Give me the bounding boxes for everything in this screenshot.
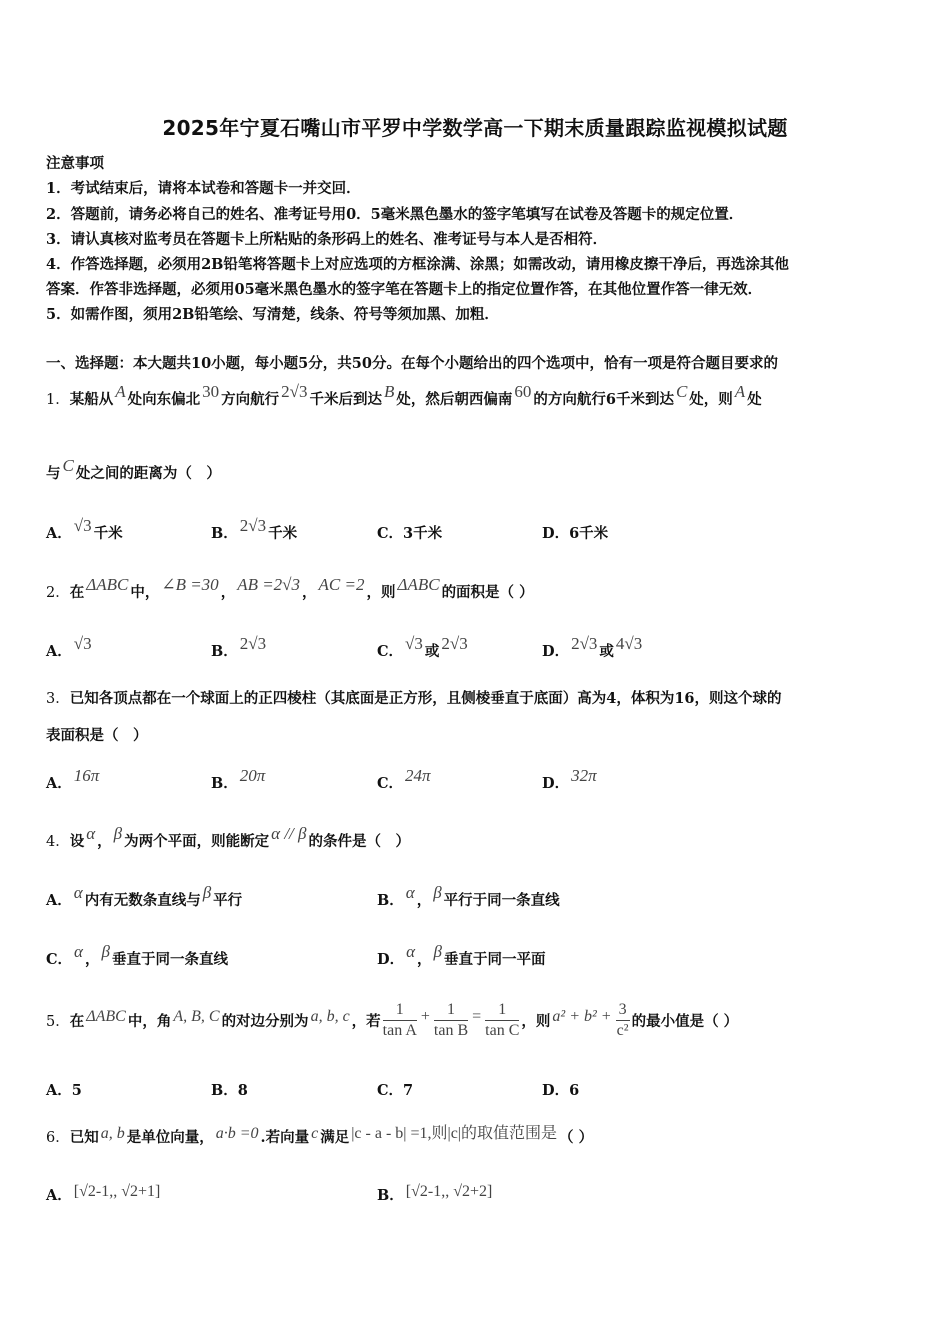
q-text: 设 [69, 833, 85, 850]
option-label: B． [211, 1082, 238, 1099]
question-3-line2: 表面积是（ ） [46, 727, 148, 744]
question-number: 3． [46, 691, 70, 707]
option-label: C． [377, 1082, 404, 1099]
question-1 [46, 382, 762, 409]
q4-option-d[interactable] [377, 942, 546, 969]
math: √3 [73, 516, 92, 535]
option-label: C． [377, 643, 404, 660]
q2-option-a[interactable] [46, 634, 94, 661]
math: β [433, 883, 442, 902]
option-text: ， [84, 951, 100, 968]
math: α [74, 942, 83, 961]
option-text: ， [417, 951, 432, 968]
option-label: D． [542, 1082, 570, 1099]
option-label: D． [542, 775, 570, 792]
question-2 [46, 575, 534, 602]
math: 16π [73, 766, 100, 785]
math: 32π [571, 766, 597, 785]
math: ΔABC [86, 575, 129, 594]
question-4 [46, 824, 410, 851]
option-label: B． [211, 775, 238, 792]
option-text: 3千米 [403, 525, 443, 542]
math: 2√3 [281, 382, 308, 401]
math: ΔABC [397, 575, 440, 594]
math: 30 [202, 382, 220, 401]
math: α [405, 883, 415, 902]
q-text: 的最小值是（ ） [631, 1013, 739, 1030]
question-1-line2 [46, 456, 221, 483]
q-text: .若向量 [260, 1129, 310, 1146]
math: β [433, 942, 442, 961]
q-text: （ ） [559, 1129, 594, 1146]
math: α [86, 824, 96, 843]
math: A, B, C [173, 1007, 220, 1025]
notice-item: 答案．作答非选择题，必须用05毫米黑色墨水的签字笔在答题卡上的指定位置作答，在其他位置作答一律无效． [46, 281, 763, 298]
numerator: 3 [616, 1000, 630, 1021]
option-text: 8 [237, 1082, 248, 1099]
q-text: 的对边分别为 [221, 1013, 309, 1030]
math: B [383, 382, 395, 401]
q4-option-c[interactable] [46, 942, 228, 969]
q-text: 方向航行 [221, 391, 280, 408]
question-number: 1． [46, 392, 70, 408]
question-number: 6． [46, 1130, 70, 1146]
math: [√2-1,, √2+1] [73, 1183, 161, 1200]
notice-heading: 注意事项 [46, 155, 104, 172]
q-text: 处，则 [689, 391, 733, 408]
math: β [202, 883, 212, 902]
option-label: B． [377, 1187, 404, 1204]
q4-option-a[interactable] [46, 883, 243, 910]
math: C [62, 456, 74, 475]
math: β [101, 942, 110, 961]
math: AB =2√3 [237, 575, 301, 594]
fraction [485, 1000, 519, 1041]
q5-option-d[interactable] [542, 1079, 579, 1100]
math: [√2-1,, √2+2] [405, 1183, 493, 1200]
option-label: B． [211, 525, 238, 542]
option-label: B． [377, 892, 404, 909]
q-text: 已知各顶点都在一个球面上的正四棱柱（其底面是正方形，且侧棱垂直于底面）高为4，体积为16，则这个球的 [69, 690, 782, 707]
question-number: 4． [46, 834, 70, 850]
fraction [434, 1000, 468, 1041]
option-text: 垂直于同一平面 [443, 951, 546, 968]
denominator: tan A [382, 1022, 417, 1039]
q-text: 是单位向量， [126, 1129, 214, 1146]
q5-option-a[interactable] [46, 1079, 82, 1100]
section-heading: 一、选择题：本大题共10小题，每小题5分，共50分。在每个小题给出的四个选项中，恰有一项是符合题目要求的 [46, 355, 778, 372]
q-text: 的面积是（ ） [441, 584, 534, 601]
notice-item: 3．请认真核对监考员在答题卡上所粘贴的条形码上的姓名、准考证号与本人是否相符． [46, 231, 608, 248]
q-text: 某船从 [69, 391, 114, 408]
question-number: 5． [46, 1014, 70, 1030]
q-text: 处之间的距离为（ ） [75, 465, 221, 482]
math: √3 [405, 634, 423, 653]
denominator: c² [616, 1022, 629, 1039]
q1-option-b[interactable] [211, 516, 298, 543]
numerator: 1 [383, 1000, 417, 1021]
math: 4√3 [615, 634, 643, 653]
q-text: 处，然后朝西偏南 [396, 391, 513, 408]
option-text: 垂直于同一条直线 [111, 951, 228, 968]
math: 2√3 [239, 516, 267, 535]
question-5 [46, 1000, 738, 1041]
notice-item: 1．考试结束后，请将本试卷和答题卡一并交回． [46, 180, 361, 197]
q-text: ，则 [521, 1013, 551, 1030]
q5-option-c[interactable] [377, 1079, 413, 1100]
notice-item: 5．如需作图，须用2B铅笔绘、写清楚，线条、符号等须加黑、加粗． [46, 306, 499, 323]
q-text: 处 [747, 391, 762, 408]
q-text: ， [220, 584, 236, 601]
math: α // β [271, 824, 307, 843]
math: a·b =0 [215, 1125, 259, 1142]
math: √3 [73, 634, 92, 653]
math: ΔABC [86, 1007, 126, 1025]
option-label: D． [377, 951, 405, 968]
q1-option-c[interactable] [377, 522, 442, 543]
q-text: 的方向航行6千米到达 [533, 391, 674, 408]
option-text: 平行 [213, 892, 243, 909]
q-text: ，则 [366, 584, 396, 601]
q-text: 与 [46, 465, 61, 482]
q3-option-a[interactable] [46, 766, 101, 793]
option-label: A． [46, 892, 72, 909]
numerator: 1 [485, 1000, 519, 1021]
q-text: 处向东偏北 [127, 391, 201, 408]
math: β [113, 824, 123, 843]
math: 2√3 [571, 634, 598, 653]
math: 20π [239, 766, 266, 785]
q-text: 满足 [320, 1129, 350, 1146]
q1-option-a[interactable] [46, 516, 123, 543]
math: AC =2 [318, 575, 365, 594]
q2-option-b[interactable] [211, 634, 268, 661]
math: |c - a - b| =1,则|c|的取值范围是 [351, 1125, 558, 1142]
math: a, b, c [310, 1007, 350, 1025]
q-text: 为两个平面，则能断定 [124, 833, 270, 850]
q-text: ， [97, 833, 112, 850]
q6-option-a[interactable] [46, 1184, 162, 1205]
math: α [406, 942, 416, 961]
q2-option-d[interactable] [542, 634, 644, 661]
denominator: tan B [433, 1022, 469, 1039]
option-text: 或 [424, 643, 440, 660]
option-text: 千米 [93, 525, 123, 542]
q6-option-b[interactable] [377, 1184, 494, 1205]
question-3 [46, 687, 782, 708]
option-label: A． [46, 1187, 72, 1204]
option-text: 5 [71, 1082, 82, 1099]
option-text: 或 [599, 643, 614, 660]
option-label: A． [46, 643, 72, 660]
math: a² + b² + [552, 1007, 612, 1025]
option-text: 内有无数条直线与 [84, 892, 201, 909]
math: = [472, 1007, 482, 1025]
option-text: 6千米 [569, 525, 609, 542]
option-label: A． [46, 775, 72, 792]
math: a, b [100, 1125, 125, 1142]
option-label: C． [377, 775, 404, 792]
option-text: 7 [403, 1082, 414, 1099]
q-text: 在 [69, 584, 85, 601]
numerator: 1 [434, 1000, 468, 1021]
q5-option-b[interactable] [211, 1079, 248, 1100]
option-label: C． [46, 951, 73, 968]
q-text: 在 [69, 1013, 85, 1030]
math: 60 [514, 382, 532, 401]
q3-option-c[interactable] [377, 766, 433, 793]
option-text: 千米 [268, 525, 298, 542]
math: 2√3 [441, 634, 468, 653]
notice-item: 2．答题前，请务必将自己的姓名、准考证号用0．5毫米黑色墨水的签字笔填写在试卷及答题卡的规定位置． [46, 206, 744, 223]
fraction [383, 1000, 417, 1041]
q3-option-b[interactable] [211, 766, 267, 793]
denominator: tan C [485, 1022, 520, 1039]
q3-option-d[interactable] [542, 766, 599, 793]
page-title: 2025年宁夏石嘴山市平罗中学数学高一下期末质量跟踪监视模拟试题 [162, 116, 788, 140]
q-text: ，若 [351, 1013, 381, 1030]
q4-option-b[interactable] [377, 883, 560, 910]
fraction [616, 1000, 630, 1041]
math: 24π [405, 766, 431, 785]
option-label: C． [377, 525, 404, 542]
math: 2√3 [239, 634, 267, 653]
math: c [311, 1125, 319, 1142]
option-text: 6 [569, 1082, 580, 1099]
math: + [420, 1007, 430, 1025]
q-text: 千米后到达 [309, 391, 382, 408]
option-text: ， [416, 892, 432, 909]
option-label: A． [46, 525, 72, 542]
question-6 [46, 1124, 593, 1147]
math: C [675, 382, 688, 401]
option-label: D． [542, 525, 570, 542]
option-text: 平行于同一条直线 [443, 892, 560, 909]
math: ∠B =30 [161, 575, 219, 594]
q-text: 中， [130, 584, 160, 601]
notice-item: 4．作答选择题，必须用2B铅笔将答题卡上对应选项的方框涂满、涂黑；如需改动，请用橡皮擦干净后，再选涂其他 [46, 256, 789, 273]
math: A [115, 382, 126, 401]
q-text: 中，角 [127, 1013, 172, 1030]
q1-option-d[interactable] [542, 522, 608, 543]
q-text: 已知 [69, 1129, 99, 1146]
option-label: B． [211, 643, 238, 660]
option-label: A． [46, 1082, 72, 1099]
q2-option-c[interactable] [377, 634, 470, 661]
option-label: D． [542, 643, 570, 660]
math: α [73, 883, 83, 902]
math: A [734, 382, 746, 401]
question-number: 2． [46, 585, 70, 601]
q-text: 的条件是（ ） [308, 833, 410, 850]
q-text: ， [302, 584, 317, 601]
